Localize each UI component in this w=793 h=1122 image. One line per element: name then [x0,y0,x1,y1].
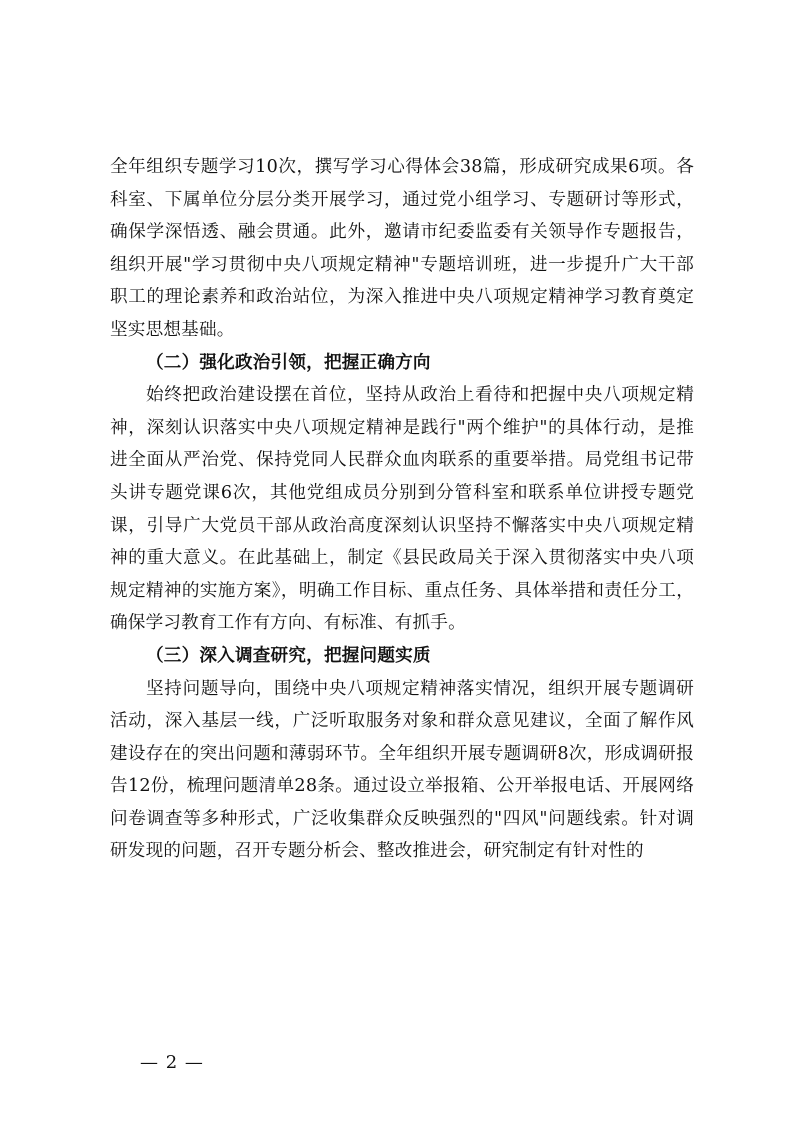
paragraph-political-guidance: 始终把政治建设摆在首位，坚持从政治上看待和把握中央八项规定精神，深刻认识落实中央八项规定精神是践行"两个维护"的具体行动，是推进全面从严治党、保持党同人民群众血肉联系的重要举措。局党组书记带头讲专题党课6次，其他党组成员分别到分管科室和联系单位讲授专题党课，引导广大党员干部从政治高度深刻认识坚持不懈落实中央八项规定精神的重大意义。在此基础上，制定《县民政局关于深入贯彻落实中央八项规定精神的实施方案》，明确工作目标、重点任务、具体举措和责任分工，确保学习教育工作有方向、有标准、有抓手。 [110,385,694,634]
page-number: — 2 — [140,1052,204,1073]
paragraph-continued: 全年组织专题学习10次，撰写学习心得体会38篇，形成研究成果6项。各科室、下属单位分层分类开展学习，通过党小组学习、专题研讨等形式，确保学深悟透、融会贯通。此外，邀请市纪委监委有关领导作专题报告，组织开展"学习贯彻中央八项规定精神"专题培训班，进一步提升广大干部职工的理论素养和政治站位，为深入推进中央八项规定精神学习教育奠定坚实思想基础。 [110,157,694,340]
paragraph-investigation: 坚持问题导向，围绕中央八项规定精神落实情况，组织开展专题调研活动，深入基层一线，广泛听取服务对象和群众意见建议，全面了解作风建设存在的突出问题和薄弱环节。全年组织开展专题调研8次，形成调研报告12份，梳理问题清单28条。通过设立举报箱、公开举报电话、开展网络问卷调查等多种形式，广泛收集群众反映强烈的"四风"问题线索。针对调研发现的问题，召开专题分析会、整改推进会，研究制定有针对性的 [110,678,694,862]
section-heading-2: （二）强化政治引领，把握正确方向 [146,351,431,373]
section-heading-3: （三）深入调查研究，把握问题实质 [146,644,431,666]
document-body [110,151,694,868]
